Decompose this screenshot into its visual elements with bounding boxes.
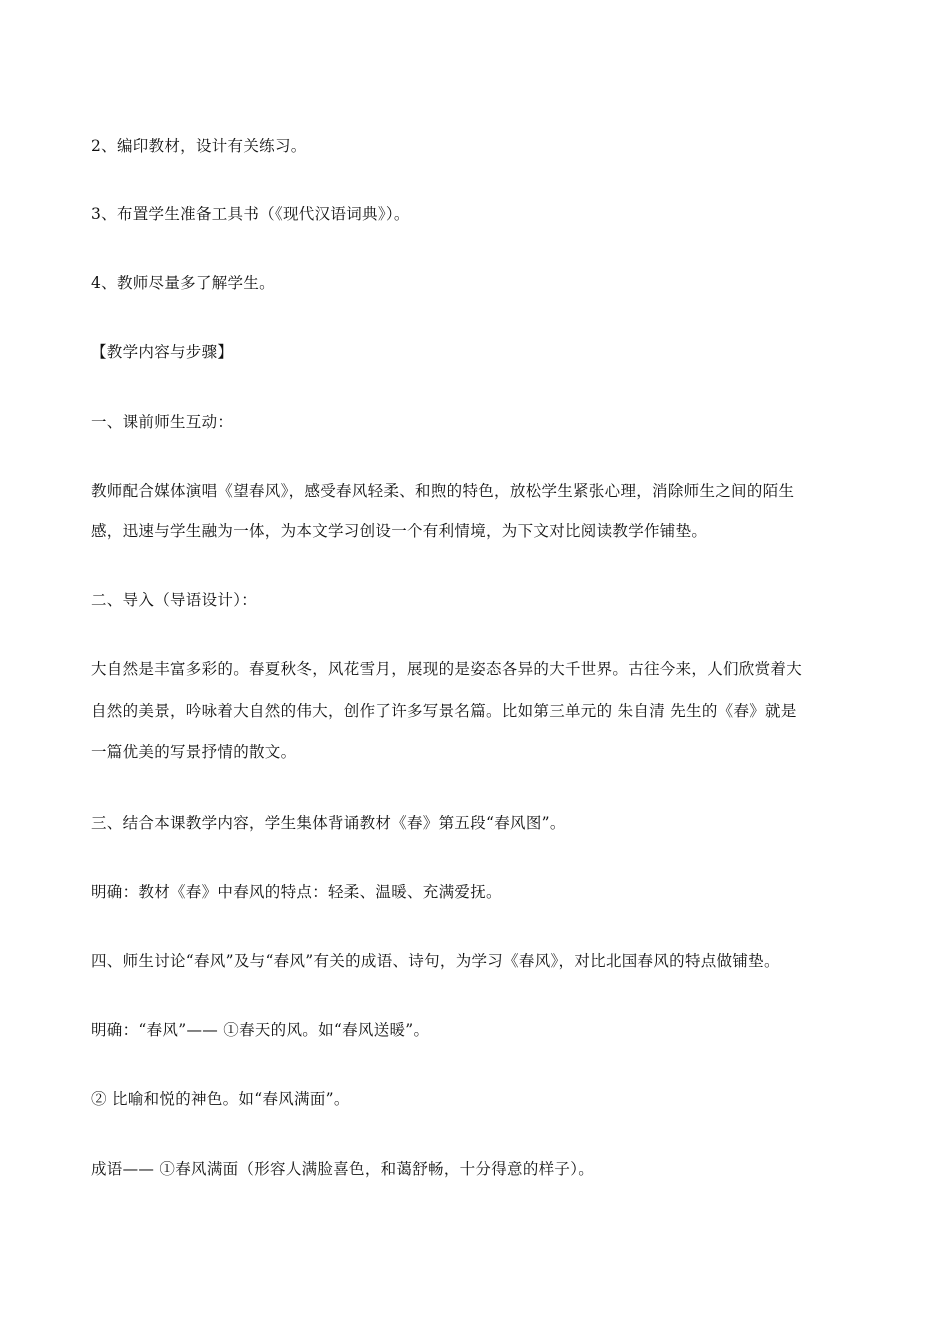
section-heading: 【教学内容与步骤】 [91, 343, 234, 361]
step-2-body-line-2: 自然的美景，吟咏着大自然的伟大，创作了许多写景名篇。比如第三单元的 朱自清 先生的《春》就是 [91, 702, 797, 720]
step-2-heading: 二、导入（导语设计）： [91, 591, 258, 609]
step-2-body-line-1: 大自然是丰富多彩的。春夏秋冬，风花雪月，展现的是姿态各异的大千世界。古往今来，人们欣赏着大 [91, 660, 803, 678]
step-4-clarification: 明确：“春风”—— ①春天的风。如“春风送暖”。 [91, 1021, 430, 1039]
idiom-item-1: 成语—— ①春风满面（形容人满脸喜色，和蔼舒畅，十分得意的样子）。 [91, 1160, 595, 1178]
prep-item-3: 3、布置学生准备工具书（《现代汉语词典》）。 [91, 205, 410, 223]
step-2-body-line-3: 一篇优美的写景抒情的散文。 [91, 743, 297, 761]
prep-item-2: 2、编印教材，设计有关练习。 [91, 137, 307, 155]
step-3-heading: 三、结合本课教学内容，学生集体背诵教材《春》第五段“春风图”。 [91, 814, 566, 832]
step-1-body-line-2: 感，迅速与学生融为一体，为本文学习创设一个有利情境，为下文对比阅读教学作铺垫。 [91, 522, 708, 540]
step-1-body-line-1: 教师配合媒体演唱《望春风》，感受春风轻柔、和煦的特色，放松学生紧张心理，消除师生之间的陌生 [91, 482, 795, 500]
step-3-clarification: 明确：教材《春》中春风的特点：轻柔、温暖、充满爱抚。 [91, 883, 502, 901]
meaning-item-2: ② 比喻和悦的神色。如“春风满面”。 [91, 1090, 350, 1108]
step-1-heading: 一、课前师生互动： [91, 413, 234, 431]
step-4-heading: 四、师生讨论“春风”及与“春风”有关的成语、诗句，为学习《春风》，对比北国春风的特点做铺垫。 [91, 952, 780, 970]
prep-item-4: 4、教师尽量多了解学生。 [91, 274, 275, 292]
